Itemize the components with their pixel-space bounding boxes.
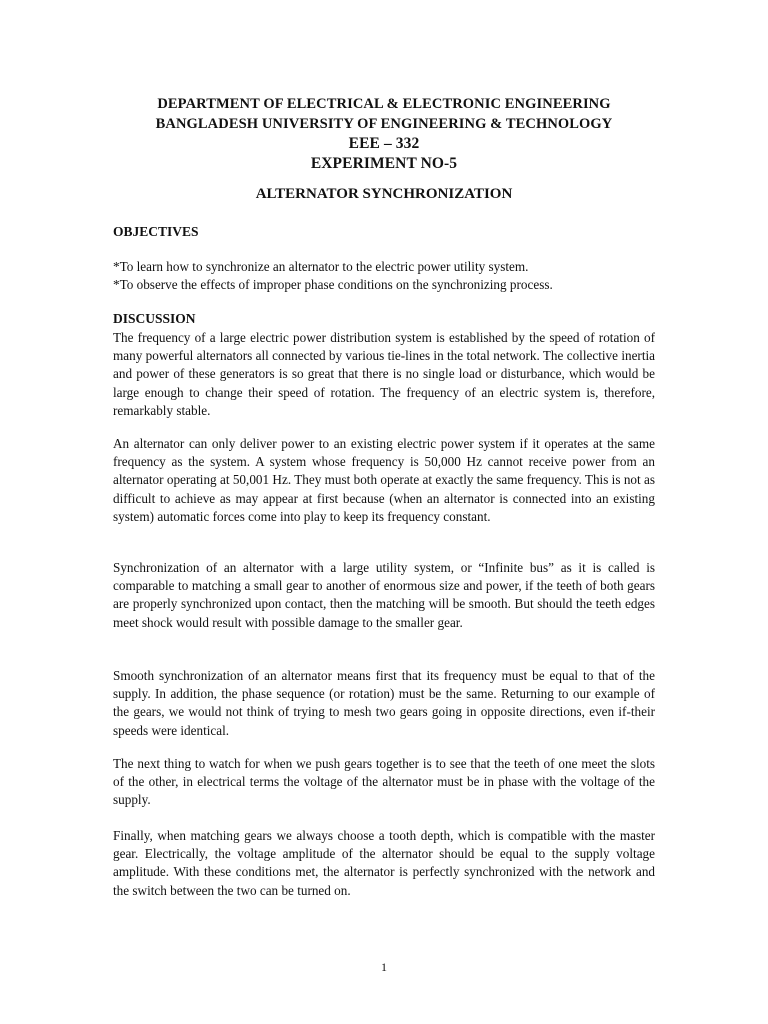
discussion-paragraph bbox=[113, 435, 655, 526]
objective-item: *To learn how to synchronize an alternator to the electric power utility system. bbox=[113, 259, 529, 274]
page-number: 1 bbox=[381, 960, 387, 974]
department-line: DEPARTMENT OF ELECTRICAL & ELECTRONIC ENGINEERING bbox=[157, 96, 611, 112]
paragraph-text: Synchronization of an alternator with a large utility system, or “Infinite bus” as it is called is comparable to matching a small gear to another of enormous size and power, if the teeth of both gears are properly synchronized upon contact, then the matching will be smooth. But should the teeth edges meet shock would result with possible damage to the smaller gear. bbox=[113, 560, 655, 630]
document-header bbox=[0, 94, 768, 174]
objectives-heading: OBJECTIVES bbox=[113, 224, 199, 239]
discussion-paragraph bbox=[113, 667, 655, 740]
paragraph-text: The frequency of a large electric power distribution system is established by the speed of rotation of many powerful alternators all connected by various tie-lines in the total network. The collective inertia and power of these generators is so great that there is no single load or disturbance, which would be large enough to change their speed of rotation. The frequency of an electric system is, therefore, remarkably stable. bbox=[113, 330, 655, 418]
experiment-title: ALTERNATOR SYNCHRONIZATION bbox=[255, 186, 513, 202]
discussion-paragraph bbox=[113, 827, 655, 900]
paragraph-text: An alternator can only deliver power to an existing electric power system if it operates at the same frequency as the system. A system whose frequency is 50,000 Hz cannot receive power from an alternator operating at 50,001 Hz. They must both operate at exactly the same frequency. This is not as difficult to achieve as may appear at first because (when an alternator is connected into an existing system) automatic forces come into play to keep its frequency constant. bbox=[113, 436, 655, 524]
paragraph-text: Finally, when matching gears we always choose a tooth depth, which is compatible with the master gear. Electrically, the voltage amplitude of the alternator should be equal to the supply voltage amplitude. With these conditions met, the alternator is perfectly synchronized with the network and the switch between the two can be turned on. bbox=[113, 828, 655, 898]
objectives-list bbox=[113, 258, 655, 294]
objective-item: *To observe the effects of improper phase conditions on the synchronizing process. bbox=[113, 277, 553, 293]
discussion-paragraph bbox=[113, 329, 655, 420]
discussion-heading: DISCUSSION bbox=[113, 311, 196, 326]
discussion-paragraph bbox=[113, 755, 655, 810]
course-code: EEE – 332 bbox=[348, 135, 420, 152]
discussion-paragraph bbox=[113, 559, 655, 632]
paragraph-text: Smooth synchronization of an alternator means first that its frequency must be equal to that of the supply. In addition, the phase sequence (or rotation) must be the same. Returning to our example of the gears, we would not think of trying to mesh two gears going in opposite directions, even if-their speeds were identical. bbox=[113, 668, 655, 738]
paragraph-text: The next thing to watch for when we push gears together is to see that the teeth of one meet the slots of the other, in electrical terms the voltage of the alternator must be in phase with the voltage of the supply. bbox=[113, 756, 655, 808]
university-line: BANGLADESH UNIVERSITY OF ENGINEERING & TECHNOLOGY bbox=[155, 116, 613, 132]
experiment-number: EXPERIMENT NO-5 bbox=[310, 155, 458, 172]
